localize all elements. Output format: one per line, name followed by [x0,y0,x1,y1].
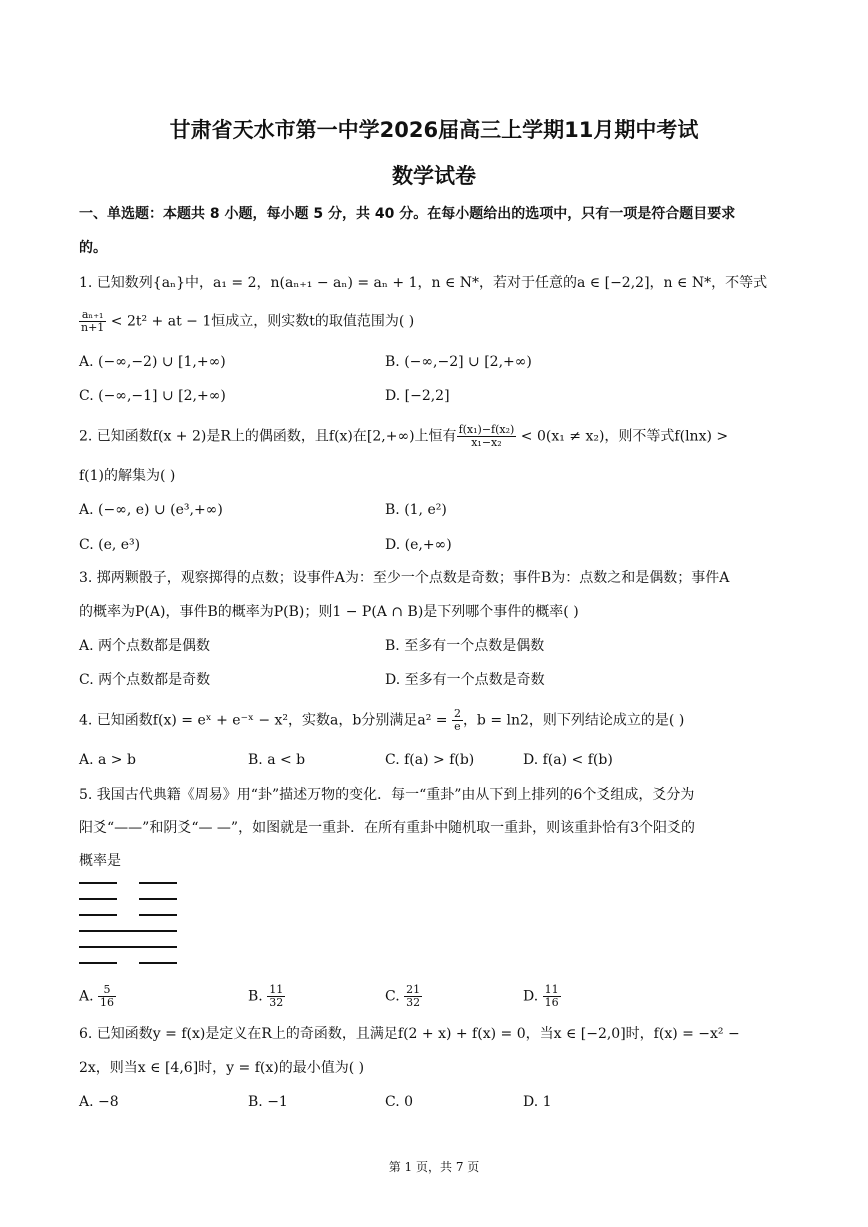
q4-option-b[interactable]: B. a < b [248,752,306,768]
q6-option-b[interactable]: B. −1 [248,1094,288,1110]
q3-option-d[interactable]: D. 至多有一个点数是奇数 [385,672,545,688]
yin-line-segment [139,882,177,884]
yang-line [79,946,177,948]
yin-line-segment [139,962,177,964]
q1-option-b[interactable]: B. (−∞,−2] ∪ [2,+∞) [385,354,532,370]
paper-title: 甘肃省天水市第一中学2026届高三上学期11月期中考试 [169,118,699,142]
q5-option-d[interactable]: D. $\frac{11}{16}$ [523,983,559,1009]
yin-line-segment [79,962,117,964]
q4-option-a[interactable]: A. a > b [79,752,136,768]
paper-subtitle: 数学试卷 [392,164,476,188]
q2-option-d[interactable]: D. (e,+∞) [385,537,452,553]
q5-stem-line1: 5. 我国古代典籍《周易》用“卦”描述万物的变化．每一“重卦”由从下到上排列的6个爻组成，爻分为 [79,787,695,803]
q2-stem-line1: 2. 已知函数f(x + 2)是R上的偶函数，且f(x)在[2,+∞)上恒有 $\frac{\text{f(x₁)−f(x₂)}}{\text{x₁−x₂}}$ < 0(x₁ ≠ x₂)，则不等式f(lnx) > [79,423,729,449]
yin-line-segment [139,914,177,916]
q2-stem-line2: f(1)的解集为( ) [79,468,176,484]
q2-option-a[interactable]: A. (−∞, e) ∪ (e³,+∞) [79,502,223,518]
page-footer: 第 1 页，共 7 页 [388,1160,480,1174]
yang-line [79,930,177,932]
q1-stem-line2: $\frac{\text{aₙ₊₁}}{n+1}$ < 2t² + at − 1恒成立，则实数t的取值范围为( ) [81,308,415,334]
q1-option-d[interactable]: D. [−2,2] [385,388,450,404]
section-heading-line2: 的。 [79,240,107,256]
hexagram-figure [79,878,179,968]
q1-fraction: $\frac{\text{aₙ₊₁}}{n+1}$ [81,308,105,334]
q1-option-c[interactable]: C. (−∞,−1] ∪ [2,+∞) [79,388,226,404]
q3-option-a[interactable]: A. 两个点数都是偶数 [79,638,211,654]
q5-stem-line3: 概率是 [79,853,121,869]
q2-option-b[interactable]: B. (1, e²) [385,502,447,518]
yin-line-segment [139,898,177,900]
q6-option-a[interactable]: A. −8 [79,1094,119,1110]
q1-option-a[interactable]: A. (−∞,−2) ∪ [1,+∞) [79,354,226,370]
q6-option-c[interactable]: C. 0 [385,1094,414,1110]
q3-option-b[interactable]: B. 至多有一个点数是偶数 [385,638,545,654]
q3-stem-line1: 3. 掷两颗骰子，观察掷得的点数；设事件A为：至少一个点数是奇数；事件B为：点数之和是偶数；事件A [79,570,730,586]
q6-stem-line1: 6. 已知函数y = f(x)是定义在R上的奇函数，且满足f(2 + x) + f(x) = 0，当x ∈ [−2,0]时，f(x) = −x² − [79,1026,740,1042]
q4-option-c[interactable]: C. f(a) > f(b) [385,752,475,768]
section-heading-line1: 一、单选题：本题共 8 小题，每小题 5 分，共 40 分。在每小题给出的选项中，只有一项是符合题目要求 [79,206,736,222]
q6-option-d[interactable]: D. 1 [523,1094,552,1110]
q1-stem-line1: 1. 已知数列{aₙ}中，a₁ = 2，n(aₙ₊₁ − aₙ) = aₙ + 1，n ∈ N*，若对于任意的a ∈ [−2,2]，n ∈ N*，不等式 [79,275,768,291]
q2-option-c[interactable]: C. (e, e³) [79,537,141,553]
q5-option-b[interactable]: B. $\frac{11}{32}$ [248,983,284,1009]
q6-stem-line2: 2x，则当x ∈ [4,6]时，y = f(x)的最小值为( ) [79,1060,365,1076]
q3-stem-line2: 的概率为P(A)，事件B的概率为P(B)；则1 − P(A ∩ B)是下列哪个事件的概率( ) [79,604,579,620]
yin-line-segment [79,882,117,884]
yin-line-segment [79,914,117,916]
yin-line-segment [79,898,117,900]
q4-fraction: $\frac{2}{e}$ [453,707,461,733]
q4-option-d[interactable]: D. f(a) < f(b) [523,752,613,768]
q5-option-a[interactable]: A. $\frac{5}{16}$ [79,983,115,1009]
q5-option-c[interactable]: C. $\frac{21}{32}$ [385,983,421,1009]
q4-stem-line1: 4. 已知函数f(x) = eˣ + e⁻ˣ − x²，实数a，b分别满足a² = $\frac{2}{e}$ ，b = ln2，则下列结论成立的是( ) [79,707,685,733]
q5-stem-line2: 阳爻“——”和阴爻“— —”，如图就是一重卦．在所有重卦中随机取一重卦，则该重卦恰有3个阳爻的 [79,820,695,836]
q3-option-c[interactable]: C. 两个点数都是奇数 [79,672,211,688]
q2-fraction: $\frac{\text{f(x₁)−f(x₂)}}{\text{x₁−x₂}}$ [458,423,515,449]
